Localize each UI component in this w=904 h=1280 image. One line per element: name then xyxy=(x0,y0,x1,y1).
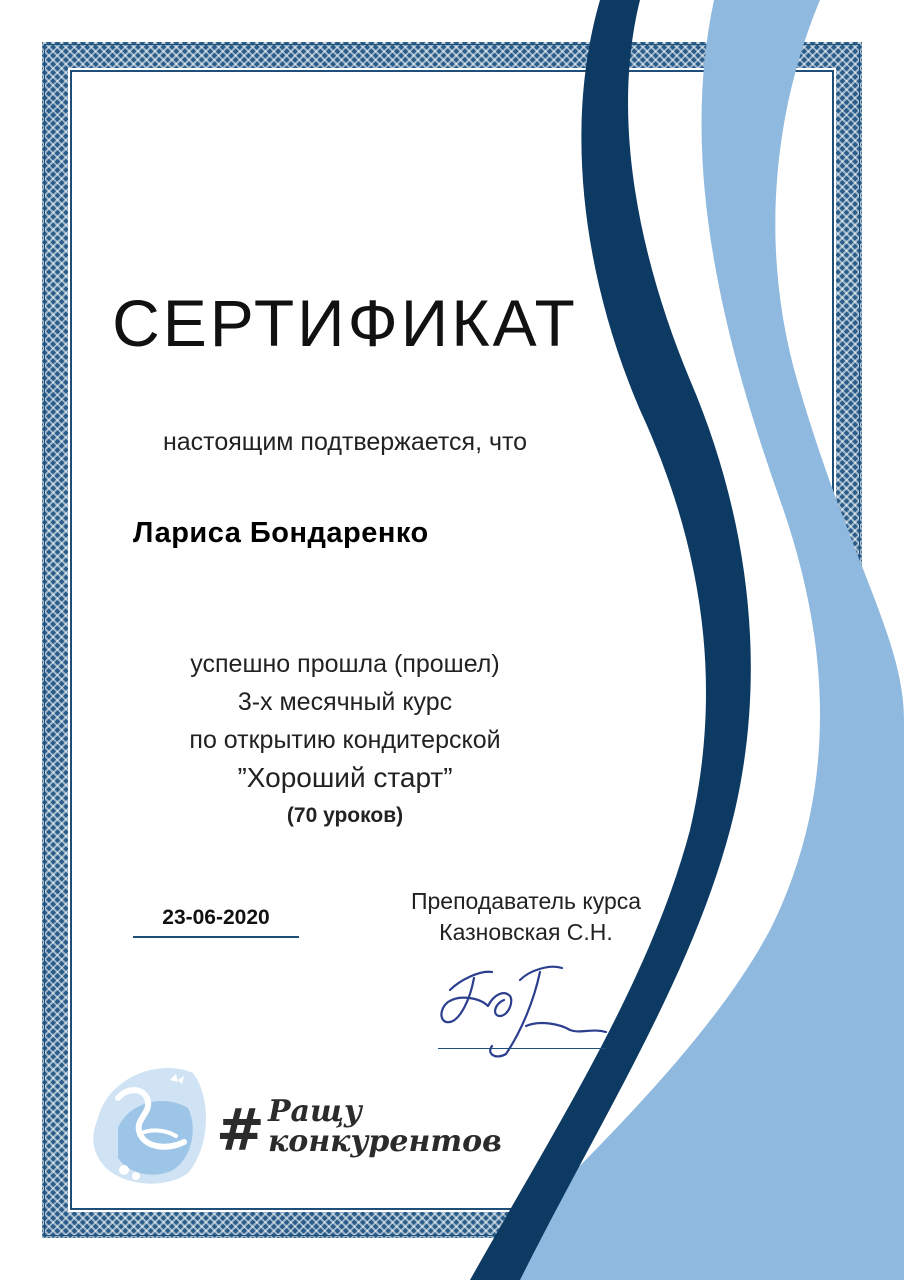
recipient-name: Лариса Бондаренко xyxy=(133,517,429,549)
teacher-block xyxy=(366,886,686,948)
light-blue-wave xyxy=(470,0,904,1280)
course-line-2: 3-х месячный курс xyxy=(237,688,453,716)
teacher-name: Казновская С.Н. xyxy=(439,919,613,945)
certificate-subtitle: настоящим подтвержается, что xyxy=(162,428,528,456)
course-name: ”Хороший старт” xyxy=(237,762,453,793)
course-line-1: успешно прошла (прошел) xyxy=(190,650,500,678)
brand-line-1: Ращу xyxy=(268,1094,362,1129)
teacher-role: Преподаватель курса xyxy=(410,888,642,914)
course-description xyxy=(0,645,690,835)
certificate-title: СЕРТИФИКАТ xyxy=(112,286,578,360)
course-line-3: по открытию кондитерской xyxy=(189,726,501,754)
brand-hash: # xyxy=(216,1096,265,1164)
swan-logo-icon xyxy=(88,1058,212,1188)
brand-line-2: конкурентов xyxy=(268,1124,502,1159)
signature-mark xyxy=(430,950,620,1070)
signature-line xyxy=(438,1048,606,1049)
issue-date: 23-06-2020 xyxy=(133,906,299,938)
lesson-count: (70 уроков) xyxy=(286,804,404,827)
